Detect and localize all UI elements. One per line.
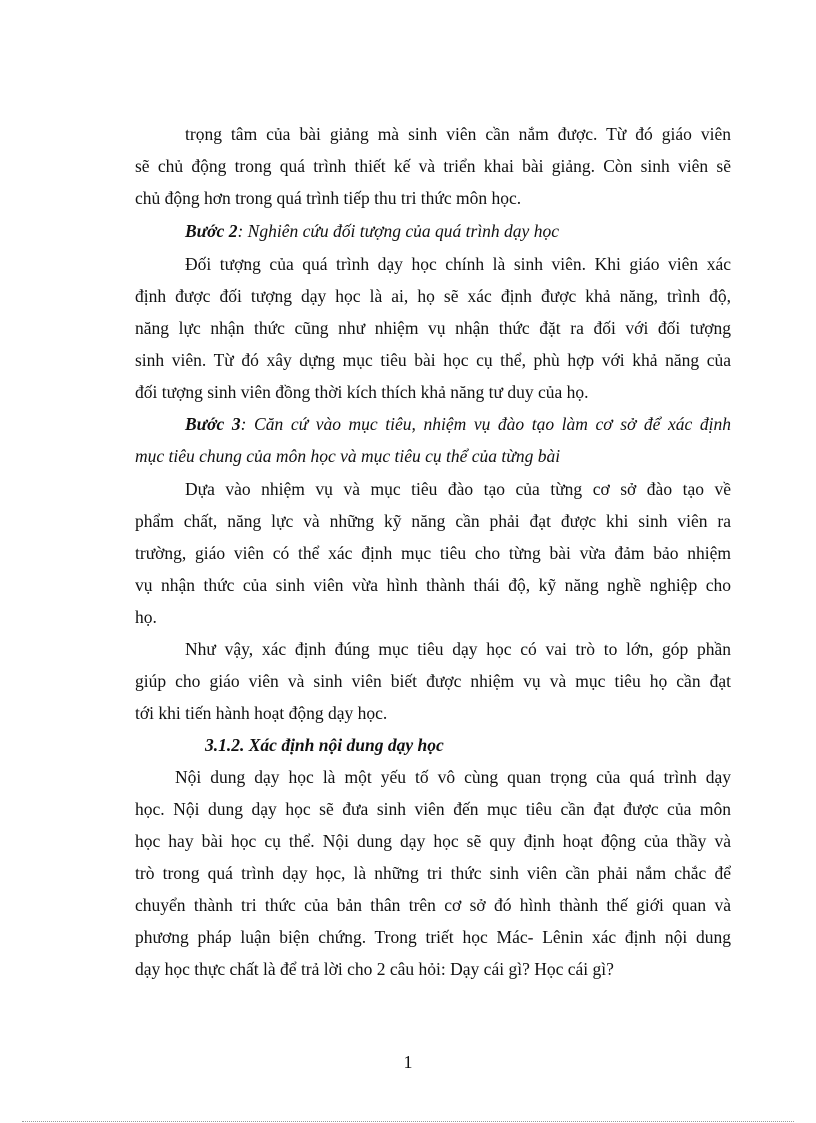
step-3-label: Bước 3 [185, 414, 241, 434]
paragraph-2-line-4: sinh viên. Từ đó xây dựng mục tiêu bài học cụ thể, phù hợp với khả năng của [135, 350, 731, 370]
step-2-title: : Nghiên cứu đối tượng của quá trình dạy học [237, 221, 559, 241]
step-2-label: Bước 2 [185, 221, 238, 241]
paragraph-5-line-7: dạy học thực chất là để trả lời cho 2 câu hỏi: Dạy cái gì? Học cái gì? [135, 959, 614, 979]
paragraph-3-line-3: trường, giáo viên có thể xác định mục tiêu cho từng bài vừa đảm bảo nhiệm [135, 543, 731, 563]
section-heading: 3.1.2. Xác định nội dung dạy học [205, 735, 444, 755]
paragraph-1-line-1: trọng tâm của bài giảng mà sinh viên cần nắm được. Từ đó giáo viên [185, 124, 731, 144]
paragraph-3-line-1: Dựa vào nhiệm vụ và mục tiêu đào tạo của từng cơ sở đào tạo về [185, 479, 731, 499]
paragraph-2-line-2: định được đối tượng dạy học là ai, họ sẽ xác định được khả năng, trình độ, [135, 286, 731, 306]
paragraph-3-line-5: họ. [135, 607, 157, 627]
step-3-title-line-2: mục tiêu chung của môn học và mục tiêu cụ thể của từng bài [135, 446, 561, 466]
paragraph-4-line-1: Như vậy, xác định đúng mục tiêu dạy học có vai trò to lớn, góp phần [185, 639, 731, 659]
paragraph-4-line-2: giúp cho giáo viên và sinh viên biết được nhiệm vụ và mục tiêu họ cần đạt [135, 671, 731, 691]
paragraph-5-line-6: phương pháp luận biện chứng. Trong triết học Mác- Lênin xác định nội dung [135, 927, 731, 947]
paragraph-2-line-1: Đối tượng của quá trình dạy học chính là sinh viên. Khi giáo viên xác [185, 254, 731, 274]
paragraph-1-line-3: chủ động hơn trong quá trình tiếp thu tri thức môn học. [135, 188, 522, 208]
paragraph-1-line-2: sẽ chủ động trong quá trình thiết kế và triển khai bài giảng. Còn sinh viên sẽ [135, 156, 731, 176]
footer-dotted-rule [22, 1121, 794, 1122]
page-number: 1 [403, 1052, 413, 1072]
paragraph-5-line-3: học hay bài học cụ thể. Nội dung dạy học sẽ quy định hoạt động của thầy và [135, 831, 731, 851]
paragraph-4-line-3: tới khi tiến hành hoạt động dạy học. [135, 703, 388, 723]
step-2-heading [185, 217, 731, 245]
paragraph-3-line-4: vụ nhận thức của sinh viên vừa hình thành thái độ, kỹ năng nghề nghiệp cho [135, 575, 731, 595]
paragraph-5-line-5: chuyển thành tri thức của bản thân trên cơ sở đó hình thành thế giới quan và [135, 895, 731, 915]
step-3-heading [185, 410, 731, 438]
paragraph-5-line-4: trò trong quá trình dạy học, là những tri thức sinh viên cần phải nắm chắc để [135, 863, 731, 883]
paragraph-5-line-2: học. Nội dung dạy học sẽ đưa sinh viên đến mục tiêu cần đạt được của môn [135, 799, 731, 819]
paragraph-2-line-5: đối tượng sinh viên đồng thời kích thích khả năng tư duy của họ. [135, 382, 589, 402]
step-3-title-line-1: : Căn cứ vào mục tiêu, nhiệm vụ đào tạo làm cơ sở để xác định [240, 414, 731, 434]
paragraph-5-line-1: Nội dung dạy học là một yếu tố vô cùng quan trọng của quá trình dạy [175, 767, 731, 787]
paragraph-2-line-3: năng lực nhận thức cũng như nhiệm vụ nhận thức đặt ra đối với đối tượng [135, 318, 731, 338]
paragraph-3-line-2: phẩm chất, năng lực và những kỹ năng cần phải đạt được khi sinh viên ra [135, 511, 731, 531]
